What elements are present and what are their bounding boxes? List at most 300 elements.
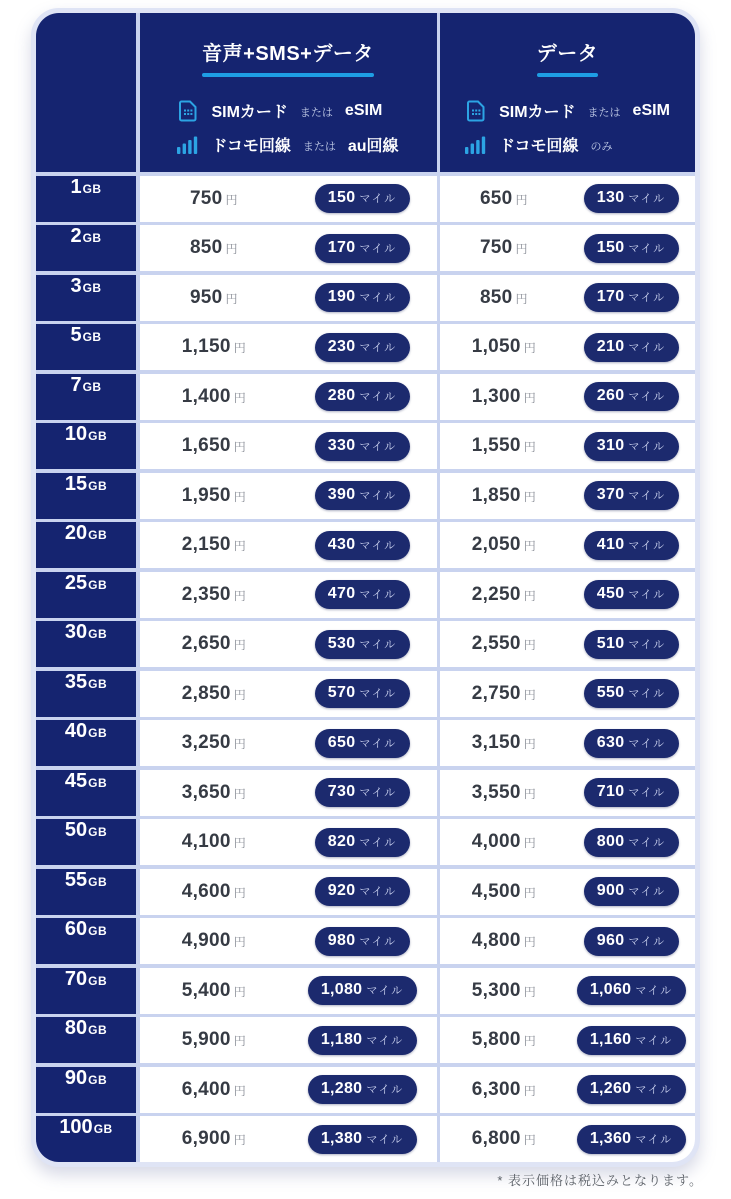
plan-size-value: 35	[64, 670, 88, 693]
data-plan-cell	[440, 1017, 695, 1063]
voice-miles-badge	[315, 580, 410, 609]
signal-bars-icon	[465, 136, 487, 154]
voice-plan-cell	[140, 176, 437, 222]
voice-plan-cell	[140, 572, 437, 618]
yen-suffix: 円	[523, 935, 536, 949]
plan-size-unit: GB	[88, 825, 108, 839]
sim-or-label: または	[587, 107, 621, 119]
plan-size-unit: GB	[88, 478, 108, 493]
plan-size-cell	[36, 1116, 136, 1162]
esim-label: eSIM	[344, 101, 383, 119]
yen-suffix: 円	[225, 192, 238, 207]
data-plan-cell	[440, 423, 695, 469]
voice-plan-cell	[140, 671, 437, 717]
miles-value: 510	[596, 634, 625, 652]
plan-size-value: 3	[70, 274, 82, 297]
data-price	[472, 485, 536, 507]
data-price	[472, 534, 536, 556]
miles-suffix: マイル	[359, 836, 397, 849]
data-miles-badge	[584, 580, 679, 609]
voice-price	[190, 237, 238, 259]
price-value: 1,550	[471, 435, 521, 456]
voice-miles-badge	[315, 432, 410, 461]
data-plan-cell	[440, 473, 695, 519]
sim-or-label: または	[299, 107, 333, 119]
price-value: 1,050	[471, 336, 521, 357]
plan-size-value: 45	[64, 769, 88, 792]
data-price	[480, 188, 528, 210]
miles-suffix: マイル	[628, 935, 666, 948]
plan-size-unit: GB	[88, 726, 108, 740]
miles-suffix: マイル	[359, 638, 397, 651]
plan-size-value: 25	[64, 571, 88, 594]
miles-value: 170	[327, 238, 356, 256]
yen-suffix: 円	[233, 588, 246, 603]
data-miles-badge	[584, 729, 679, 758]
voice-price	[182, 1128, 246, 1150]
plan-size-unit: GB	[88, 1023, 108, 1037]
network-label: ドコモ回線	[211, 138, 291, 155]
price-value: 1,300	[471, 385, 521, 407]
yen-suffix: 円	[233, 341, 246, 355]
price-value: 5,900	[181, 1029, 231, 1050]
plan-size-unit: GB	[88, 627, 108, 641]
price-value: 2,250	[471, 583, 521, 605]
plan-size-cell	[36, 968, 136, 1014]
plan-size-value: 10	[64, 423, 88, 445]
tax-included-footnote: * 表示価格は税込みとなります。	[497, 1173, 703, 1188]
yen-suffix: 円	[233, 737, 246, 751]
yen-suffix: 円	[233, 836, 246, 850]
price-value: 4,800	[471, 930, 521, 951]
voice-price	[182, 980, 246, 1002]
miles-suffix: マイル	[628, 193, 666, 205]
data-miles-badge	[577, 976, 686, 1005]
yen-suffix: 円	[523, 588, 536, 603]
header-corner-cell	[36, 13, 136, 172]
data-price	[472, 336, 536, 358]
miles-value: 900	[596, 882, 625, 899]
voice-miles-badge	[315, 927, 410, 956]
voice-price	[182, 1079, 246, 1101]
price-value: 4,900	[181, 930, 231, 951]
voice-price	[182, 336, 246, 358]
plan-size-value: 80	[64, 1017, 88, 1039]
data-miles-badge	[584, 481, 679, 510]
data-miles-badge	[577, 1125, 686, 1154]
miles-suffix: マイル	[366, 1133, 404, 1146]
miles-value: 530	[327, 634, 356, 652]
voice-miles-badge	[315, 234, 410, 263]
miles-suffix: マイル	[359, 341, 397, 354]
miles-suffix: マイル	[628, 292, 666, 304]
price-value: 3,250	[181, 732, 231, 753]
voice-plan-cell	[140, 522, 437, 568]
price-value: 6,900	[181, 1128, 231, 1149]
yen-suffix: 円	[523, 539, 536, 553]
miles-suffix: マイル	[366, 1034, 404, 1047]
price-value: 1,400	[181, 385, 231, 407]
price-value: 950	[189, 286, 223, 308]
network-only-label: のみ	[590, 141, 613, 153]
plan-size-unit: GB	[82, 280, 102, 295]
plan-size-unit: GB	[88, 528, 108, 542]
plan-size-value: 5	[70, 324, 82, 346]
miles-suffix: マイル	[635, 985, 673, 997]
price-value: 6,400	[181, 1078, 231, 1100]
plan-size-cell	[36, 374, 136, 420]
voice-price	[182, 831, 246, 853]
data-price	[472, 732, 536, 754]
network-alt-label: au回線	[347, 138, 399, 155]
data-miles-badge	[584, 828, 679, 857]
data-price	[472, 683, 536, 705]
miles-suffix: マイル	[635, 1034, 673, 1047]
data-plan-cell	[440, 968, 695, 1014]
miles-value: 1,060	[589, 981, 632, 998]
sim-card-icon	[177, 100, 199, 122]
miles-value: 820	[327, 832, 356, 850]
yen-suffix: 円	[233, 984, 246, 999]
yen-suffix: 円	[233, 539, 246, 553]
miles-value: 230	[327, 337, 356, 355]
data-miles-badge	[584, 382, 679, 411]
voice-price	[182, 881, 246, 903]
yen-suffix: 円	[523, 737, 536, 751]
miles-suffix: マイル	[635, 1133, 673, 1146]
plan-size-cell	[36, 225, 136, 271]
miles-suffix: マイル	[628, 242, 666, 255]
miles-value: 370	[596, 486, 625, 503]
yen-suffix: 円	[523, 390, 536, 405]
miles-value: 1,160	[589, 1030, 632, 1048]
data-plan-cell	[440, 1067, 695, 1113]
price-value: 1,950	[181, 484, 231, 506]
miles-value: 430	[327, 535, 356, 553]
miles-suffix: マイル	[359, 539, 397, 552]
plan-size-unit: GB	[88, 1072, 108, 1087]
price-value: 2,650	[181, 633, 231, 654]
miles-value: 920	[327, 882, 356, 899]
yen-suffix: 円	[515, 192, 528, 207]
miles-suffix: マイル	[359, 490, 397, 502]
data-plan-cell	[440, 770, 695, 816]
voice-price	[182, 534, 246, 556]
yen-suffix: 円	[523, 687, 536, 702]
price-value: 5,300	[471, 979, 521, 1001]
plan-size-cell	[36, 473, 136, 519]
network-spec-line	[177, 133, 398, 156]
miles-suffix: マイル	[628, 836, 666, 849]
data-miles-badge	[584, 630, 679, 659]
data-miles-badge	[584, 234, 679, 263]
miles-value: 150	[327, 189, 356, 206]
miles-value: 1,360	[589, 1129, 632, 1147]
plan-size-unit: GB	[82, 330, 102, 344]
miles-suffix: マイル	[359, 391, 397, 403]
network-label: ドコモ回線	[499, 138, 579, 155]
miles-suffix: マイル	[628, 787, 666, 799]
price-value: 850	[479, 286, 513, 308]
voice-price	[182, 435, 246, 457]
yen-suffix: 円	[233, 440, 246, 454]
miles-suffix: マイル	[628, 391, 666, 403]
plan-size-unit: GB	[82, 379, 102, 394]
price-value: 750	[189, 187, 223, 209]
voice-plan-cell	[140, 1067, 437, 1113]
voice-miles-badge	[315, 382, 410, 411]
voice-price	[190, 188, 238, 210]
miles-suffix: マイル	[628, 440, 666, 453]
yen-suffix: 円	[233, 638, 246, 652]
miles-suffix: マイル	[628, 886, 666, 898]
miles-value: 410	[596, 535, 625, 553]
miles-suffix: マイル	[359, 292, 397, 304]
plan-size-unit: GB	[88, 874, 108, 889]
yen-suffix: 円	[233, 390, 246, 405]
plan-size-value: 30	[64, 621, 88, 643]
data-plan-cell	[440, 819, 695, 865]
miles-value: 150	[596, 238, 625, 256]
column-title-text: データ	[536, 43, 599, 65]
price-value: 6,300	[471, 1078, 521, 1100]
plan-size-cell	[36, 1017, 136, 1063]
miles-value: 650	[327, 733, 356, 751]
voice-price	[182, 732, 246, 754]
yen-suffix: 円	[523, 786, 536, 801]
price-value: 4,000	[471, 831, 521, 852]
data-price	[472, 930, 536, 952]
miles-suffix: マイル	[628, 539, 666, 552]
voice-plan-cell	[140, 869, 437, 915]
price-value: 2,050	[471, 534, 521, 555]
plan-size-cell	[36, 423, 136, 469]
plan-size-unit: GB	[88, 924, 108, 938]
plan-size-value: 60	[64, 918, 88, 940]
voice-price	[190, 287, 238, 309]
miles-suffix: マイル	[635, 1084, 673, 1096]
price-value: 4,500	[471, 880, 521, 902]
miles-suffix: マイル	[359, 787, 397, 799]
miles-value: 1,180	[320, 1030, 363, 1048]
data-miles-badge	[584, 778, 679, 807]
voice-miles-badge	[315, 729, 410, 758]
voice-plan-cell	[140, 720, 437, 766]
plan-size-cell	[36, 770, 136, 816]
sim-type-label: SIMカード	[499, 104, 576, 121]
price-value: 1,650	[181, 435, 231, 456]
plan-size-cell	[36, 1067, 136, 1113]
yen-suffix: 円	[233, 1034, 246, 1048]
voice-price	[182, 782, 246, 804]
yen-suffix: 円	[523, 1133, 536, 1147]
data-plan-cell	[440, 176, 695, 222]
yen-suffix: 円	[233, 885, 246, 900]
data-plan-cell	[440, 374, 695, 420]
yen-suffix: 円	[233, 1083, 246, 1098]
miles-suffix: マイル	[366, 985, 404, 997]
voice-plan-cell	[140, 918, 437, 964]
miles-value: 450	[596, 585, 625, 602]
yen-suffix: 円	[225, 242, 238, 256]
miles-suffix: マイル	[359, 193, 397, 205]
voice-plan-cell	[140, 968, 437, 1014]
voice-miles-badge	[308, 1026, 417, 1055]
voice-miles-badge	[315, 877, 410, 906]
miles-value: 330	[327, 436, 356, 454]
miles-value: 710	[596, 783, 625, 800]
column-title-data	[537, 37, 599, 77]
miles-suffix: マイル	[359, 589, 397, 601]
plan-size-value: 50	[64, 819, 88, 841]
miles-suffix: マイル	[628, 490, 666, 502]
voice-miles-badge	[315, 630, 410, 659]
voice-price	[182, 633, 246, 655]
data-price	[480, 287, 528, 309]
yen-suffix: 円	[523, 984, 536, 999]
data-plan-cell	[440, 275, 695, 321]
data-price	[472, 386, 536, 408]
voice-miles-badge	[315, 184, 410, 213]
voice-price	[182, 584, 246, 606]
voice-plan-cell	[140, 225, 437, 271]
data-miles-badge	[584, 432, 679, 461]
plan-size-unit: GB	[82, 181, 102, 196]
voice-miles-badge	[315, 283, 410, 312]
plan-size-cell	[36, 869, 136, 915]
column-spec-data	[465, 99, 670, 156]
yen-suffix: 円	[515, 291, 528, 306]
price-value: 5,800	[471, 1029, 521, 1050]
plan-size-unit: GB	[93, 1122, 113, 1136]
miles-value: 550	[596, 684, 625, 701]
data-miles-badge	[584, 531, 679, 560]
price-value: 1,150	[181, 336, 231, 357]
miles-suffix: マイル	[628, 341, 666, 354]
data-plan-cell	[440, 671, 695, 717]
plan-size-unit: GB	[88, 973, 108, 988]
plan-size-value: 20	[64, 522, 88, 544]
plan-size-cell	[36, 720, 136, 766]
price-value: 6,800	[471, 1128, 521, 1149]
data-miles-badge	[577, 1026, 686, 1055]
miles-value: 1,380	[320, 1129, 363, 1147]
voice-price	[182, 683, 246, 705]
miles-value: 1,260	[589, 1080, 632, 1097]
yen-suffix: 円	[515, 242, 528, 256]
voice-price	[182, 485, 246, 507]
plan-size-value: 100	[59, 1116, 93, 1138]
column-spec-voice	[177, 99, 398, 156]
plan-size-cell	[36, 176, 136, 222]
plan-size-value: 90	[64, 1066, 88, 1089]
plan-size-cell	[36, 275, 136, 321]
data-plan-cell	[440, 720, 695, 766]
yen-suffix: 円	[523, 489, 536, 504]
miles-value: 190	[327, 288, 356, 305]
voice-plan-cell	[140, 374, 437, 420]
data-miles-badge	[584, 927, 679, 956]
miles-value: 260	[596, 387, 625, 404]
plan-size-cell	[36, 572, 136, 618]
miles-suffix: マイル	[628, 638, 666, 651]
yen-suffix: 円	[523, 638, 536, 652]
voice-plan-cell	[140, 621, 437, 667]
voice-plan-cell	[140, 275, 437, 321]
data-miles-badge	[584, 184, 679, 213]
voice-miles-badge	[315, 333, 410, 362]
voice-miles-badge	[308, 1075, 417, 1104]
data-price	[472, 435, 536, 457]
voice-plan-cell	[140, 473, 437, 519]
data-price	[472, 782, 536, 804]
miles-suffix: マイル	[366, 1084, 404, 1096]
network-or-label: または	[302, 141, 336, 153]
miles-suffix: マイル	[359, 737, 397, 750]
price-value: 4,100	[181, 831, 231, 852]
price-value: 3,150	[471, 732, 521, 753]
pricing-table	[31, 8, 700, 1167]
yen-suffix: 円	[523, 1034, 536, 1048]
voice-miles-badge	[308, 1125, 417, 1154]
plan-size-unit: GB	[82, 231, 102, 245]
yen-suffix: 円	[523, 1083, 536, 1098]
price-value: 5,400	[181, 979, 231, 1001]
data-plan-cell	[440, 621, 695, 667]
plan-size-cell	[36, 671, 136, 717]
plan-size-value: 7	[70, 373, 82, 396]
voice-plan-cell	[140, 423, 437, 469]
data-miles-badge	[584, 679, 679, 708]
sim-type-label: SIMカード	[211, 104, 288, 121]
yen-suffix: 円	[523, 885, 536, 900]
price-value: 2,150	[181, 534, 231, 555]
data-price	[472, 1128, 536, 1150]
sim-spec-line	[465, 99, 670, 122]
data-price	[472, 633, 536, 655]
plan-size-value: 2	[70, 225, 82, 247]
voice-miles-badge	[315, 481, 410, 510]
voice-plan-cell	[140, 1017, 437, 1063]
miles-value: 1,080	[320, 981, 363, 998]
data-price	[472, 584, 536, 606]
miles-value: 800	[596, 832, 625, 850]
voice-plan-cell	[140, 1116, 437, 1162]
voice-plan-cell	[140, 324, 437, 370]
miles-suffix: マイル	[628, 589, 666, 601]
voice-miles-badge	[315, 828, 410, 857]
plan-size-value: 15	[64, 472, 88, 495]
voice-plan-cell	[140, 819, 437, 865]
price-value: 3,550	[471, 781, 521, 803]
data-price	[472, 1079, 536, 1101]
plan-size-value: 55	[64, 868, 88, 891]
network-spec-line	[465, 133, 670, 156]
yen-suffix: 円	[523, 836, 536, 850]
plan-size-value: 40	[64, 720, 88, 742]
miles-value: 470	[327, 585, 356, 602]
plan-size-value: 70	[64, 967, 88, 990]
price-value: 650	[479, 187, 513, 209]
miles-value: 630	[596, 733, 625, 751]
voice-price	[182, 386, 246, 408]
yen-suffix: 円	[233, 489, 246, 504]
plan-size-cell	[36, 819, 136, 865]
yen-suffix: 円	[523, 341, 536, 355]
miles-suffix: マイル	[359, 242, 397, 255]
miles-suffix: マイル	[359, 688, 397, 700]
column-title-text: 音声+SMS+データ	[202, 43, 374, 65]
